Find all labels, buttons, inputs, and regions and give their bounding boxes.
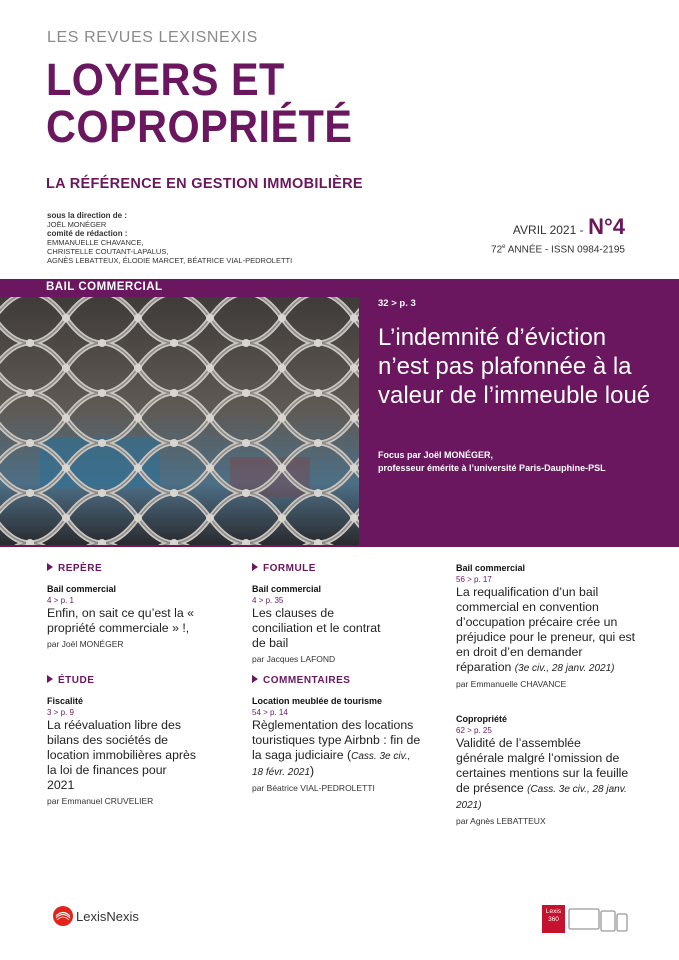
direction-label: sous la direction de : bbox=[47, 211, 128, 220]
committee-line: AGNÈS LEBATTEUX, ÉLODIE MARCET, BÉATRICE VIAL-PEDROLETTI bbox=[47, 256, 293, 265]
section-heading: COMMENTAIRES bbox=[252, 675, 447, 686]
triangle-bullet-icon bbox=[252, 563, 258, 571]
issue-number: N°4 bbox=[588, 214, 625, 239]
article-category: Copropriété bbox=[456, 714, 508, 724]
article-category: Bail commercial bbox=[47, 584, 117, 594]
article-category: Location meublée de tourisme bbox=[252, 696, 383, 706]
section-repere bbox=[47, 563, 242, 649]
article-author: par Béatrice VIAL-PEDROLETTI bbox=[252, 783, 375, 793]
article-title[interactable]: Validité de l’assemblée générale malgré l’omission de certaines mentions sur la feuille de présence (Cass. 3e civ., 28 janv. 2021) bbox=[456, 736, 629, 811]
committee-label: comité de rédaction : bbox=[47, 229, 128, 238]
article-ref: 3 > p. 9 bbox=[47, 708, 74, 717]
article-title[interactable]: Règlementation des locations touristiques type Airbnb : fin de la saga judiciaire (Cass. 3e civ., 18 févr. 2021) bbox=[252, 718, 421, 778]
director-name: JOËL MONÉGER bbox=[47, 220, 107, 229]
issue-info bbox=[491, 214, 625, 255]
article-author: par Jacques LAFOND bbox=[252, 654, 336, 664]
brand-name: LexisNexis bbox=[76, 909, 139, 924]
magazine-subtitle: LA RÉFÉRENCE EN GESTION IMMOBILIÈRE bbox=[46, 176, 363, 192]
article-citation: (3e civ., 28 janv. 2021) bbox=[514, 663, 615, 674]
committee-line: CHRISTELLE COUTANT-LAPALUS, bbox=[47, 247, 169, 256]
issue-year: 72e ANNÉE - ISSN 0984-2195 bbox=[491, 244, 625, 256]
feature-headline[interactable]: L’indemnité d’éviction n’est pas plafonnée à la valeur de l’immeuble loué bbox=[378, 324, 651, 409]
focus-author: Focus par Joël MONÉGER, bbox=[378, 450, 494, 460]
feature-focus bbox=[378, 449, 606, 475]
committee-line: EMMANUELLE CHAVANCE, bbox=[47, 238, 144, 247]
section-heading: REPÈRE bbox=[47, 563, 242, 574]
section-copropriete bbox=[456, 714, 651, 826]
title-line-1: LOYERS ET bbox=[46, 54, 285, 105]
section-commentaires bbox=[252, 675, 447, 793]
title-line-2: COPROPRIÉTÉ bbox=[46, 101, 353, 152]
metal-grille-image bbox=[0, 297, 359, 545]
issue-date: AVRIL 2021 - bbox=[512, 223, 584, 237]
magazine-title bbox=[46, 56, 352, 150]
article-category: Bail commercial bbox=[456, 563, 526, 573]
article-ref: 62 > p. 25 bbox=[456, 726, 492, 735]
section-heading: ÉTUDE bbox=[47, 675, 242, 686]
devices-icon bbox=[567, 906, 631, 939]
article-title[interactable]: La requalification d’un bail commercial en convention d’occupation précaire crée un préjudice pour le preneur, qui est en droit d’en demander réparation (3e civ., 28 janv. 2021) bbox=[456, 585, 636, 674]
article-ref: 54 > p. 14 bbox=[252, 708, 288, 717]
section-formule bbox=[252, 563, 447, 664]
feature-rubric: BAIL COMMERCIAL bbox=[46, 281, 163, 293]
section-heading: FORMULE bbox=[252, 563, 447, 574]
article-category: Fiscalité bbox=[47, 696, 84, 706]
focus-affiliation: professeur émérite à l’université Paris-Dauphine-PSL bbox=[378, 463, 606, 473]
article-author: par Emmanuel CRUVELIER bbox=[47, 796, 154, 806]
article-title[interactable]: Les clauses de conciliation et le contrat de bail bbox=[252, 606, 381, 650]
section-bail-commercial bbox=[456, 563, 651, 689]
article-author: par Emmanuelle CHAVANCE bbox=[456, 679, 567, 689]
triangle-bullet-icon bbox=[47, 563, 53, 571]
series-name: LES REVUES LEXISNEXIS bbox=[47, 29, 258, 46]
triangle-bullet-icon bbox=[47, 675, 53, 683]
triangle-bullet-icon bbox=[252, 675, 258, 683]
feature-page-ref: 32 > p. 3 bbox=[378, 298, 416, 309]
section-etude bbox=[47, 675, 242, 806]
lexisnexis-logo-icon bbox=[52, 905, 74, 932]
editorial-board bbox=[47, 211, 292, 265]
article-ref: 4 > p. 1 bbox=[47, 596, 74, 605]
article-title[interactable]: La réévaluation libre des bilans des sociétés de location immobilières après la loi de finances pour 2021 bbox=[47, 718, 196, 792]
article-author: par Joël MONÉGER bbox=[47, 639, 124, 649]
lexis360-badge: Lexis 360 bbox=[542, 905, 565, 933]
article-citation: (Cass. 3e civ., 28 janv. 2021) bbox=[456, 784, 627, 811]
article-ref: 56 > p. 17 bbox=[456, 575, 492, 584]
article-title[interactable]: Enfin, on sait ce qu’est la « propriété commerciale » !, bbox=[47, 606, 194, 635]
article-category: Bail commercial bbox=[252, 584, 322, 594]
article-author: par Agnès LEBATTEUX bbox=[456, 816, 546, 826]
cover-photo bbox=[0, 297, 359, 545]
article-citation: Cass. 3e civ., 18 févr. 2021 bbox=[252, 751, 411, 778]
article-ref: 4 > p. 35 bbox=[252, 596, 284, 605]
